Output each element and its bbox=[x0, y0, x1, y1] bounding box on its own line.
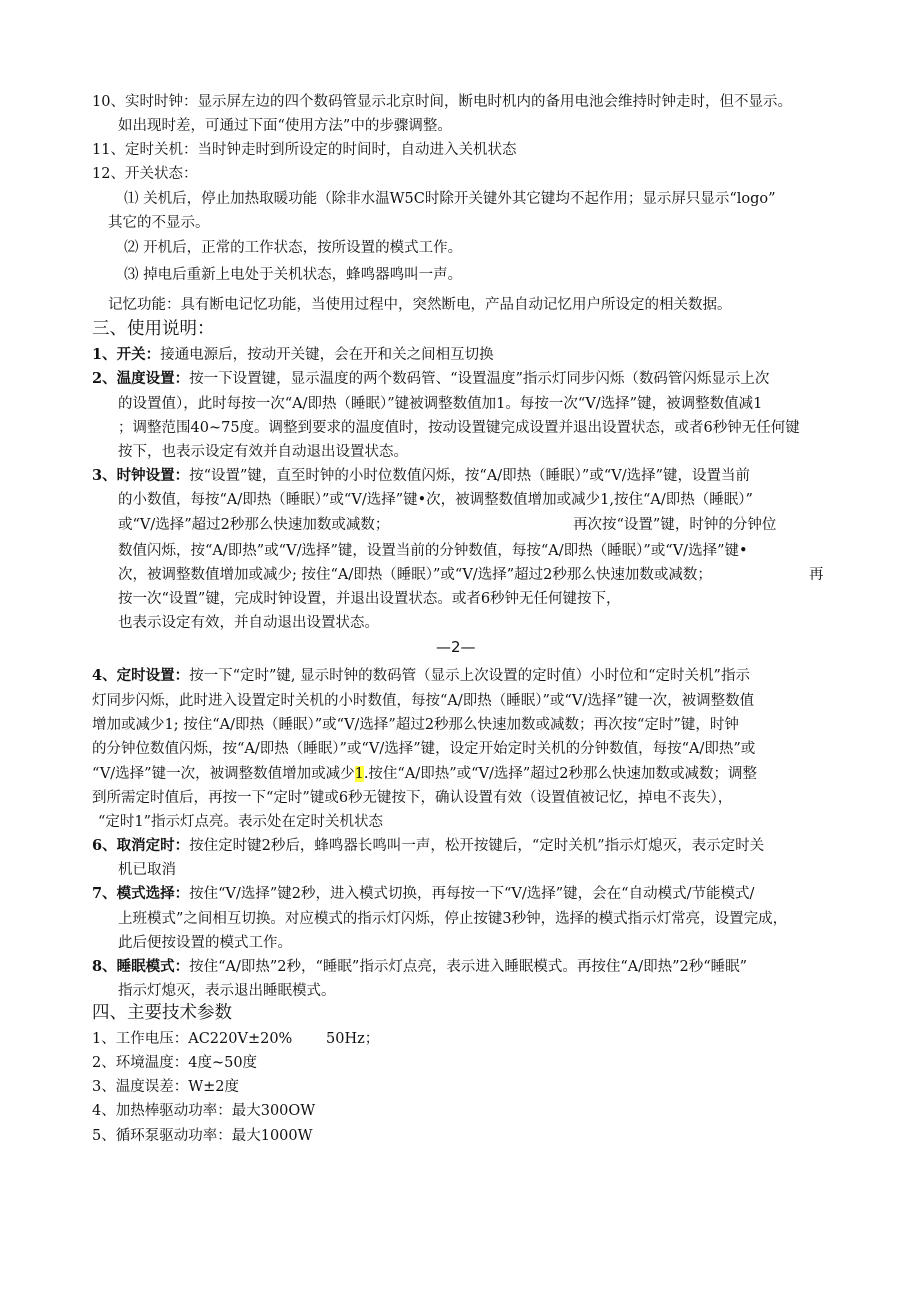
usage-7-line-1 bbox=[92, 884, 754, 904]
usage-2-text-1: 按一下设置键，显示温度的两个数码管、“设置温度”指示灯同步闪烁（数码管闪烁显示上次 bbox=[189, 371, 770, 387]
highlighted-number: 1 bbox=[354, 766, 364, 782]
usage-4-text-5a: “V/选择”键一次，被调整数值增加或减少 bbox=[92, 766, 355, 782]
item-12-sub-3: ⑶ 掉电后重新上电处于关机状态，蜂鸣器鸣叫一声。 bbox=[124, 267, 463, 283]
usage-2-label: 2、温度设置： bbox=[92, 370, 190, 387]
usage-8-text-1: 按住“A/即热”2秒，“睡眠”指示灯点亮，表示进入睡眠模式。再按住“A/即热”2秒“睡眠” bbox=[189, 959, 748, 975]
param-5: 5、循环泵驱动功率：最大1000W bbox=[92, 1128, 313, 1144]
section-3-heading: 三、使用说明： bbox=[92, 319, 215, 339]
usage-1-label: 1、开关： bbox=[92, 346, 161, 363]
usage-3-line-5b: 再 bbox=[809, 567, 824, 583]
usage-6-text-1: 按住定时键2秒后，蜂鸣器长鸣叫一声，松开按键后，“定时关机”指示灯熄灭，表示定时关 bbox=[189, 838, 765, 854]
usage-4-line-1 bbox=[92, 666, 750, 686]
usage-8-line-2: 指示灯熄灭，表示退出睡眠模式。 bbox=[118, 983, 336, 999]
item-11: 11、定时关机：当时钟走时到所设定的时间时，自动进入关机状态 bbox=[92, 142, 517, 158]
param-1a: 1、工作电压：AC220V±20% bbox=[92, 1031, 293, 1047]
item-12-title: 12、开关状态： bbox=[92, 166, 198, 182]
usage-3-line-7: 也表示设定有效，并自动退出设置状态。 bbox=[118, 615, 379, 631]
memory-function: 记忆功能：具有断电记忆功能，当使用过程中，突然断电，产品自动记忆用户所设定的相关数据。 bbox=[108, 297, 732, 313]
usage-3-line-6: 按一次“设置”键，完成时钟设置，并退出设置状态。或者6秒钟无任何键按下， bbox=[118, 591, 621, 607]
usage-4-line-3: 增加或减少1; 按住“A/即热（睡眠）”或“V/选择”超过2秒那么快速加数或减数；再次按“定时”键，时钟 bbox=[92, 717, 739, 733]
usage-8-line-1 bbox=[92, 957, 747, 977]
usage-1 bbox=[92, 345, 494, 365]
usage-2-line-1 bbox=[92, 369, 769, 389]
usage-4-line-7: “定时1”指示灯点亮。表示处在定时关机状态 bbox=[98, 814, 384, 830]
usage-7-label: 7、模式选择： bbox=[92, 885, 190, 902]
section-4-heading: 四、主要技术参数 bbox=[92, 1003, 232, 1023]
usage-3-line-2: 的小数值，每按“A/即热（睡眠）”或“V/选择”键•次，被调整数值增加或减少1,按住“A/即热（睡眠）” bbox=[118, 492, 753, 508]
item-12-sub-2: ⑵ 开机后，正常的工作状态，按所设置的模式工作。 bbox=[124, 240, 463, 256]
usage-4-text-1: 按一下“定时”键, 显示时钟的数码管（显示上次设置的定时值）小时位和“定时关机”指示 bbox=[189, 668, 750, 684]
item-10-line-1: 10、实时时钟：显示屏左边的四个数码管显示北京时间，断电时机内的备用电池会维持时钟走时，但不显示。 bbox=[92, 94, 792, 110]
usage-2-line-4: 按下，也表示设定有效并自动退出设置状态。 bbox=[118, 444, 408, 460]
usage-3-line-3b: 再次按“设置”键，时钟的分钟位 bbox=[573, 517, 777, 533]
usage-1-text: 接通电源后，按动开关键，会在开和关之间相互切换 bbox=[160, 347, 494, 363]
usage-6-label: 6、取消定时： bbox=[92, 837, 190, 854]
usage-4-text-5b: .按住“A/即热”或“V/选择”超过2秒那么快速加数或减数；调整 bbox=[363, 766, 758, 782]
usage-4-line-4: 的分钟位数值闪烁，按“A/即热（睡眠）”或“V/选择”键，设定开始定时关机的分钟数值，每按“A/即热”或 bbox=[92, 741, 756, 757]
usage-4-label: 4、定时设置： bbox=[92, 667, 190, 684]
usage-4-line-5 bbox=[92, 764, 757, 784]
usage-6-line-2: 机已取消 bbox=[118, 862, 176, 878]
item-10-line-2: 如出现时差，可通过下面“使用方法”中的步骤调整。 bbox=[118, 118, 452, 134]
usage-3-label: 3、时钟设置： bbox=[92, 467, 190, 484]
usage-7-text-1: 按住“V/选择”键2秒，进入模式切换，再每按一下“V/选择”键，会在“自动模式/节能模式/ bbox=[189, 886, 755, 902]
usage-7-line-3: 此后便按设置的模式工作。 bbox=[118, 935, 292, 951]
usage-8-label: 8、睡眠模式： bbox=[92, 958, 190, 975]
param-1b: 50Hz； bbox=[326, 1031, 380, 1047]
param-3: 3、温度误差：W±2度 bbox=[92, 1079, 240, 1095]
usage-3-text-1: 按“设置”键，直至时钟的小时位数值闪烁，按“A/即热（睡眠）”或“V/选择”键，设置当前 bbox=[189, 468, 751, 484]
usage-3-line-4: 数值闪烁，按“A/即热”或“V/选择”键，设置当前的分钟数值，每按“A/即热（睡眠）”或“V/选择”键• bbox=[118, 543, 748, 559]
page-number: —2— bbox=[436, 638, 476, 656]
item-12-sub-1-line-2: 其它的不显示。 bbox=[108, 215, 210, 231]
item-12-sub-1-line-1: ⑴ 关机后，停止加热取暖功能（除非水温W5C时除开关键外其它键均不起作用；显示屏只显示“logo” bbox=[124, 191, 776, 207]
param-4: 4、加热棒驱动功率：最大300OW bbox=[92, 1103, 316, 1119]
usage-4-line-2: 灯同步闪烁，此时进入设置定时关机的小时数值，每按“A/即热（睡眠）”或“V/选择”键一次，被调整数值 bbox=[92, 693, 755, 709]
usage-6-line-1 bbox=[92, 836, 764, 856]
usage-3-line-1 bbox=[92, 466, 750, 486]
usage-2-line-2: 的设置值），此时每按一次“A/即热（睡眠）”键被调整数值加1。每按一次“V/选择”键，被调整数值减1 bbox=[118, 396, 763, 412]
usage-4-line-6: 到所需定时值后，再按一下“定时”键或6秒无键按下，确认设置有效（设置值被记忆，掉电不丧失）， bbox=[92, 790, 733, 806]
usage-7-line-2: 上班模式”之间相互切换。对应模式的指示灯闪烁，停止按键3秒钟，选择的模式指示灯常亮，设置完成， bbox=[118, 911, 788, 927]
usage-2-line-3: ；调整范围40~75度。调整到要求的温度值时，按动设置键完成设置并退出设置状态，或者6秒钟无任何键 bbox=[118, 420, 800, 436]
usage-3-line-5a: 次，被调整数值增加或减少; 按住“A/即热（睡眠）”或“V/选择”超过2秒那么快速加数或减数； bbox=[118, 567, 712, 583]
param-2: 2、环境温度：4度~50度 bbox=[92, 1055, 258, 1071]
usage-3-line-3a: 或“V/选择”超过2秒那么快速加数或减数； bbox=[118, 517, 390, 533]
